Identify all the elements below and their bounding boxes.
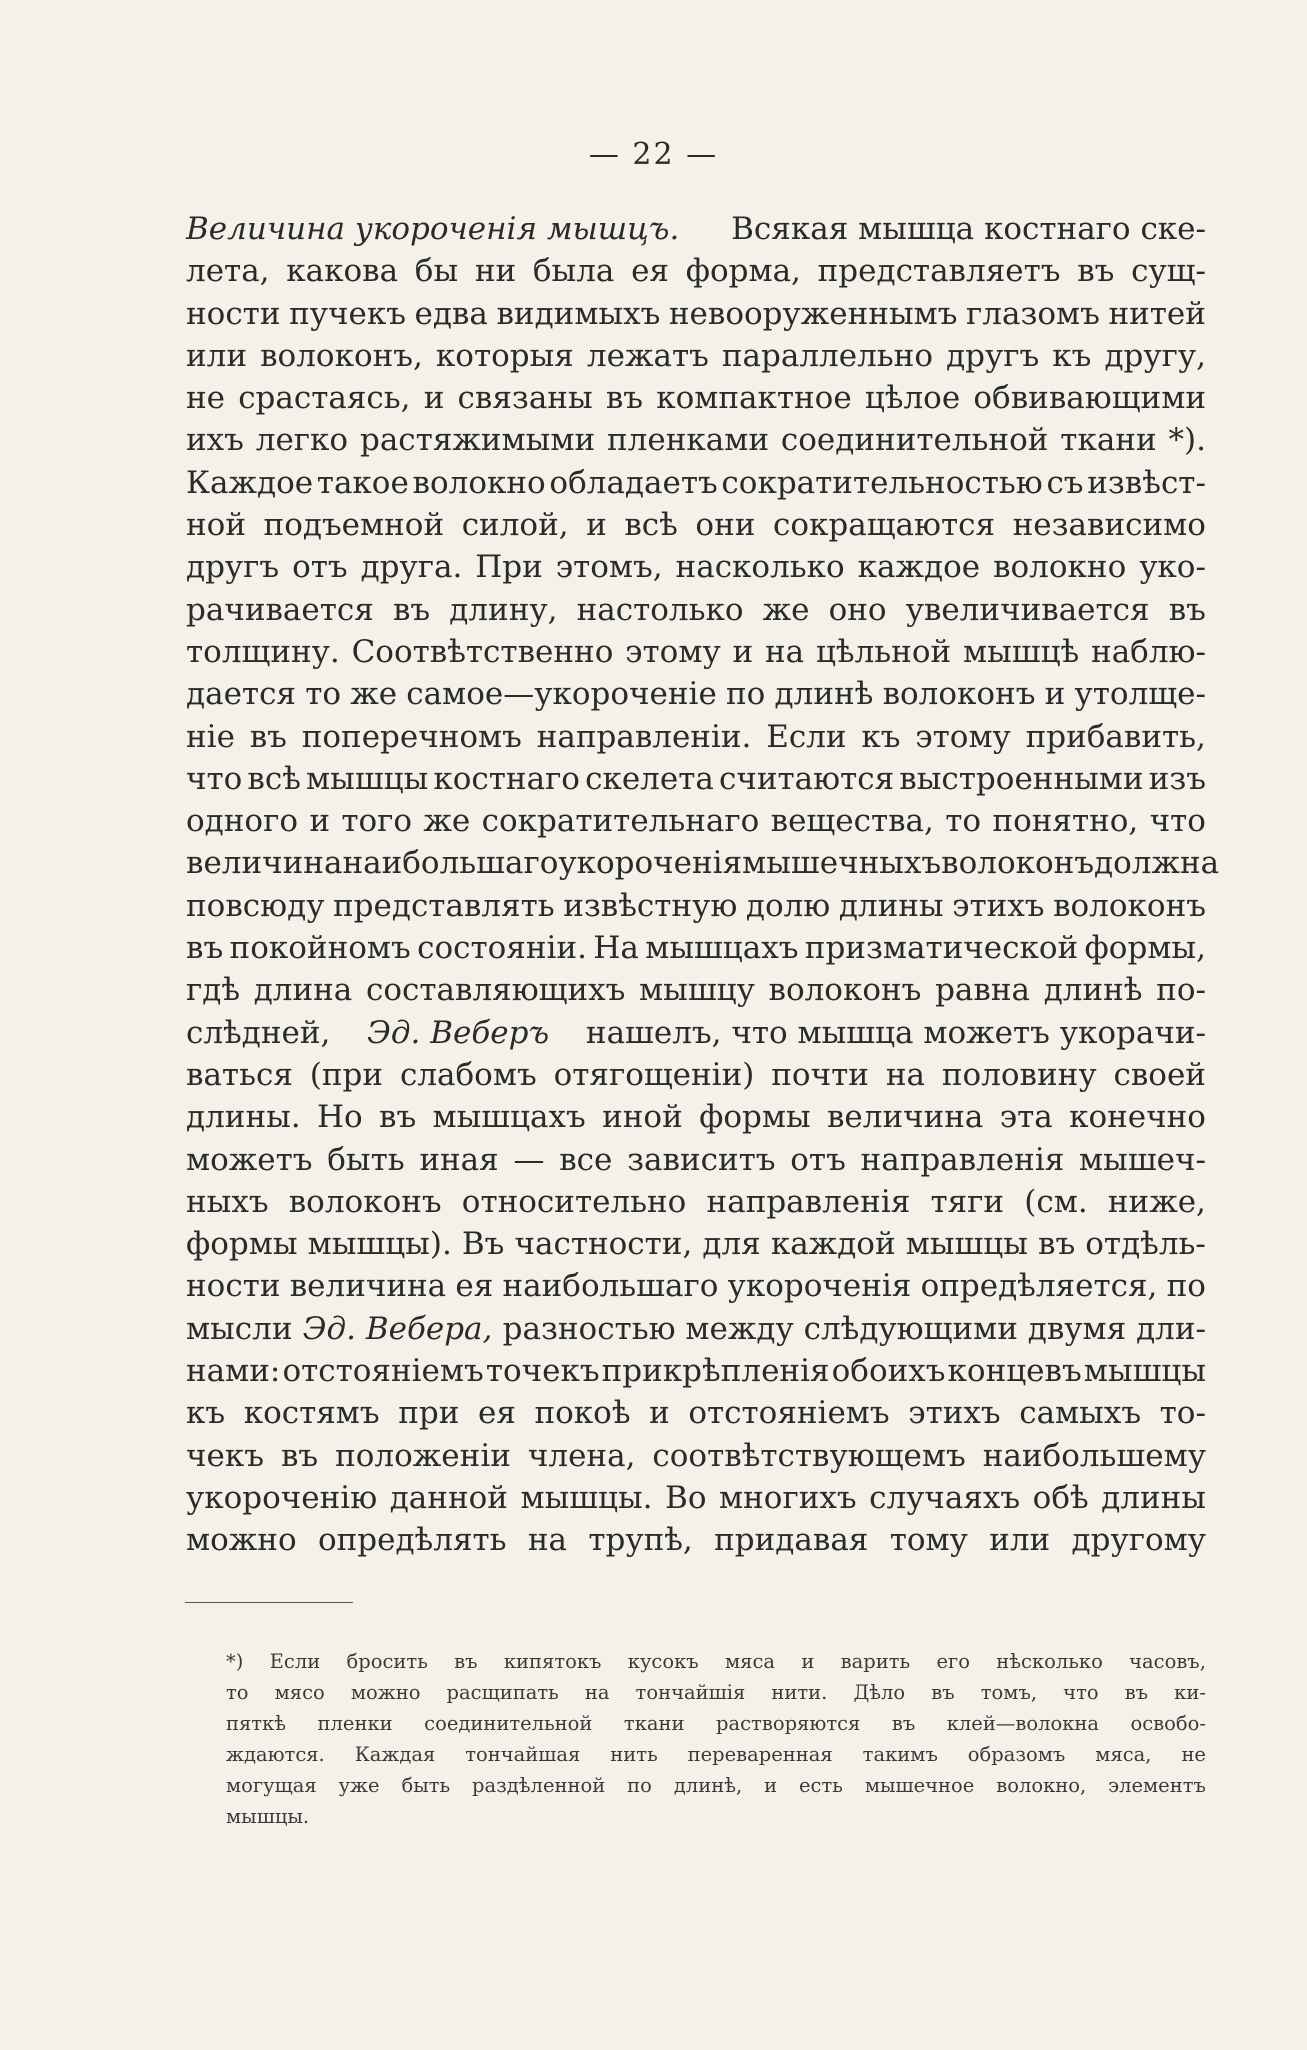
author-name: Эд. Веберъ	[367, 1014, 550, 1051]
text-line: гдѣ длина составляющихъ мышцу волоконъ равна длинѣ по-	[186, 972, 1206, 1009]
footnote-line: то мясо можно расщипать на тончайшія нити. Дѣло въ томъ, что въ ки-	[226, 1681, 1206, 1704]
text-line: рачивается въ длину, настолько же оно увеличивается въ	[186, 591, 1206, 628]
text-line	[186, 208, 1206, 250]
text-fragment: разностью между слѣдующими двумя дли-	[502, 1310, 1206, 1347]
text-line: длины. Но въ мышцахъ иной формы величина эта конечно	[186, 1099, 1206, 1136]
section-heading: Величина укороченія мышцъ.	[186, 211, 680, 247]
text-line: что всѣ мышцы костнаго скелета считаются выстроенными изъ	[186, 760, 1206, 797]
text-line: формы мышцы). Въ частности, для каждой мышцы въ отдѣль-	[186, 1226, 1206, 1263]
text-line: чекъ въ положеніи члена, соотвѣтствующемъ наибольшему	[186, 1437, 1206, 1474]
page-number: — 22 —	[588, 137, 719, 172]
text-line: можетъ быть иная — все зависитъ отъ направленія мышеч-	[186, 1141, 1206, 1178]
text-line: другъ отъ друга. При этомъ, насколько каждое волокно уко-	[186, 549, 1206, 586]
text-line: Каждое такое волокно обладаетъ сократительностью съ извѣст-	[186, 464, 1206, 501]
text-line: дается то же самое—укороченіе по длинѣ волоконъ и утолще-	[186, 676, 1206, 713]
footnote	[226, 1646, 1206, 1832]
text-line: повсюду представлять извѣстную долю длины этихъ волоконъ	[186, 887, 1206, 924]
text-line	[186, 1308, 1206, 1350]
footnote-line	[226, 1801, 1206, 1832]
text-line: ваться (при слабомъ отягощеніи) почти на половину своей	[186, 1056, 1206, 1093]
text-line: толщину. Соотвѣтственно этому и на цѣльной мышцѣ наблю-	[186, 633, 1206, 670]
text-fragment: мысли	[186, 1310, 293, 1347]
footnote-line: пяткѣ пленки соединительной ткани растворяются въ клей—волокна освобо-	[226, 1712, 1206, 1735]
text-line: ихъ легко растяжимыми пленками соединительной ткани *).	[186, 422, 1206, 459]
text-line: укороченію данной мышцы. Во многихъ случаяхъ обѣ длины	[186, 1479, 1206, 1516]
text-line: или волоконъ, которыя лежатъ параллельно другъ къ другу,	[186, 337, 1206, 374]
text-fragment: нашелъ, что мышца можетъ укорачи-	[585, 1014, 1206, 1051]
text-line: нами: отстояніемъ точекъ прикрѣпленія обоихъ концевъ мышцы	[186, 1353, 1206, 1390]
text-line: ной подъемной силой, и всѣ они сокращаются независимо	[186, 507, 1206, 544]
text-line: лета, какова бы ни была ея форма, представляетъ въ сущ-	[186, 253, 1206, 290]
author-name: Эд. Вебера,	[302, 1310, 493, 1347]
text-line: въ покойномъ состояніи. На мышцахъ призматической формы,	[186, 930, 1206, 967]
text-line: одного и того же сократительнаго вещества, то понятно, что	[186, 803, 1206, 840]
text-line: ности величина ея наибольшаго укороченія опредѣляется, по	[186, 1268, 1206, 1305]
text-line: ныхъ волоконъ относительно направленія тяги (см. ниже,	[186, 1183, 1206, 1220]
text-fragment: Всякая мышца костнаго ске-	[731, 211, 1206, 247]
text-line: величина наибольшаго укороченія мышечныхъ волоконъ должна	[186, 845, 1220, 882]
text-line	[186, 1012, 1206, 1054]
text-line: не срастаясь, и связаны въ компактное цѣлое обвивающими	[186, 380, 1206, 417]
text-fragment: слѣдней,	[186, 1014, 331, 1051]
text-line: ности пучекъ едва видимыхъ невооруженнымъ глазомъ нитей	[186, 295, 1206, 332]
text-fragment: мышцы.	[226, 1805, 310, 1828]
footnote-line: *) Если бросить въ кипятокъ кусокъ мяса и варить его нѣсколько часовъ,	[226, 1650, 1206, 1673]
footnote-line: ждаются. Каждая тончайшая нить переваренная такимъ образомъ мяса, не	[226, 1743, 1206, 1766]
footnote-rule	[185, 1602, 353, 1603]
text-line: ніе въ поперечномъ направленіи. Если къ этому прибавить,	[186, 718, 1206, 755]
footnote-line: могущая уже быть раздѣленной по длинѣ, и есть мышечное волокно, элементъ	[226, 1774, 1206, 1797]
body-text	[186, 208, 1220, 1562]
text-line: можно опредѣлять на трупѣ, придавая тому или другому	[186, 1522, 1206, 1559]
text-line: къ костямъ при ея покоѣ и отстояніемъ этихъ самыхъ то-	[186, 1395, 1206, 1432]
